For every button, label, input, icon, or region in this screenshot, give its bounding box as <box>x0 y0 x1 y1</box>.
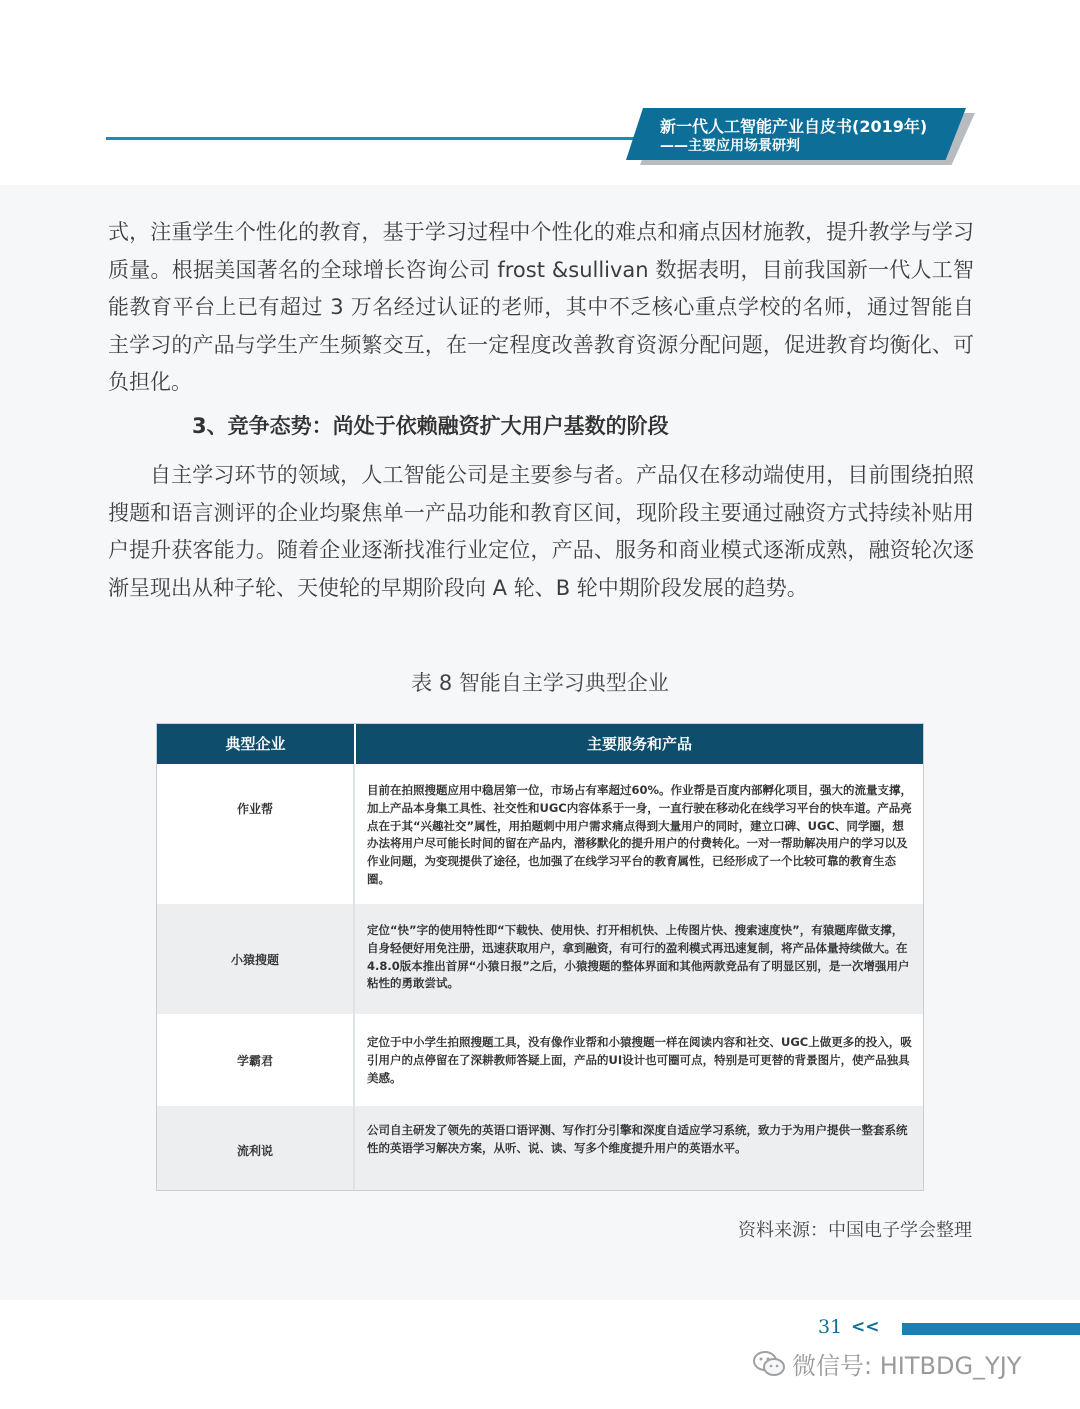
company-name: 作业帮 <box>236 802 273 816</box>
company-name: 流利说 <box>236 1144 273 1158</box>
company-description: 公司自主研发了领先的英语口语评测、写作打分引擎和深度自适应学习系统，致力于为用户提供一整套系统性的英语学习解决方案，从听、说、读、写多个维度提升用户的英语水平。 <box>367 1123 908 1155</box>
table-header-products: 主要服务和产品 <box>586 735 692 753</box>
source-note: 资料来源：中国电子学会整理 <box>738 1220 972 1241</box>
companies-table <box>156 723 924 1191</box>
table-header <box>157 724 923 764</box>
row-divider <box>353 764 355 904</box>
company-description: 定位于中小学生拍照搜题工具，没有像作业帮和小猿搜题一样在阅读内容和社交、UGC上做更多的投入，吸引用户的点停留在了深耕教师答疑上面，产品的UI设计也可圈可点，特别是可更替的背景图片，使产品独具美感。 <box>367 1035 912 1085</box>
body-paragraph-1: 式，注重学生个性化的教育，基于学习过程中个性化的难点和痛点因材施教，提升教学与学习质量。根据美国著名的全球增长咨询公司 frost &sullivan 数据表明，目前我国新一代人工智能教育平台上已有超过 3 万名经过认证的老师，其中不乏核心重点学校的名师，通过智能自主学习的产品与学生产生频繁交互，在一定程度改善教育资源分配问题，促进教育均衡化、可负担化。 <box>108 220 974 394</box>
table-row <box>157 1014 923 1106</box>
wechat-id: 微信号: HITBDG_YJY <box>792 1352 1022 1380</box>
header-subtitle: ——主要应用场景研判 <box>660 138 800 154</box>
company-description: 定位“快”字的使用特性即“下载快、使用快、打开相机快、上传图片快、搜索速度快”，有猿题库做支撑，自身轻便好用免注册，迅速获取用户，拿到融资，有可行的盈利模式再迅速复制，将产品体量持续做大。在4.8.0版本推出首屏“小猿日报”之后，小猿搜题的整体界面和其他两款竞品有了明显区别，是一次增强用户粘性的勇敢尝试。 <box>367 923 910 991</box>
row-divider <box>353 1106 355 1190</box>
table-caption: 表 8 智能自主学习典型企业 <box>411 671 669 695</box>
section-heading: 3、竞争态势：尚处于依赖融资扩大用户基数的阶段 <box>192 414 669 438</box>
page-number: 31 <box>818 1316 843 1338</box>
company-description: 目前在拍照搜题应用中稳居第一位，市场占有率超过60%。作业帮是百度内部孵化项目，强大的流量支撑，加上产品本身集工具性、社交性和UGC内容体系于一身，一直行驶在移动化在线学习平台的快车道。产品亮点在于其“兴趣社交”属性，用拍题刺中用户需求痛点得到大量用户的同时，建立口碑、UGC、同学圈，想办法将用户尽可能长时间的留在产品内，潜移默化的提升用户的付费转化。一对一帮助解决用户的学习以及作业问题，为变现提供了途径，也加强了在线学习平台的教育属性，已经形成了一个比较可靠的教育生态圈。 <box>367 783 913 886</box>
row-divider <box>353 904 355 1014</box>
company-name: 学霸君 <box>236 1054 273 1068</box>
wechat-watermark <box>752 1346 1021 1384</box>
header-rule <box>106 137 666 140</box>
header-title: 新一代人工智能产业自皮书(2019年) <box>660 117 928 136</box>
table-header-company: 典型企业 <box>225 735 286 753</box>
table-row <box>157 1106 923 1190</box>
company-name: 小猿搜题 <box>230 953 279 967</box>
body-paragraph-2: 自主学习环节的领域，人工智能公司是主要参与者。产品仅在移动端使用，目前围绕拍照搜题和语言测评的企业均聚焦单一产品功能和教育区间，现阶段主要通过融资方式持续补贴用户提升获客能力。随着企业逐渐找准行业定位，产品、服务和商业模式逐渐成熟，融资轮次逐渐呈现出从种子轮、天使轮的早期阶段向 A 轮、B 轮中期阶段发展的趋势。 <box>108 463 974 600</box>
table-row <box>157 764 923 904</box>
row-divider <box>353 1014 355 1106</box>
table-row <box>157 904 923 1014</box>
wechat-icon <box>752 1350 786 1384</box>
footer-bar <box>902 1323 1080 1335</box>
chevron-left-icon: << <box>851 1317 880 1337</box>
